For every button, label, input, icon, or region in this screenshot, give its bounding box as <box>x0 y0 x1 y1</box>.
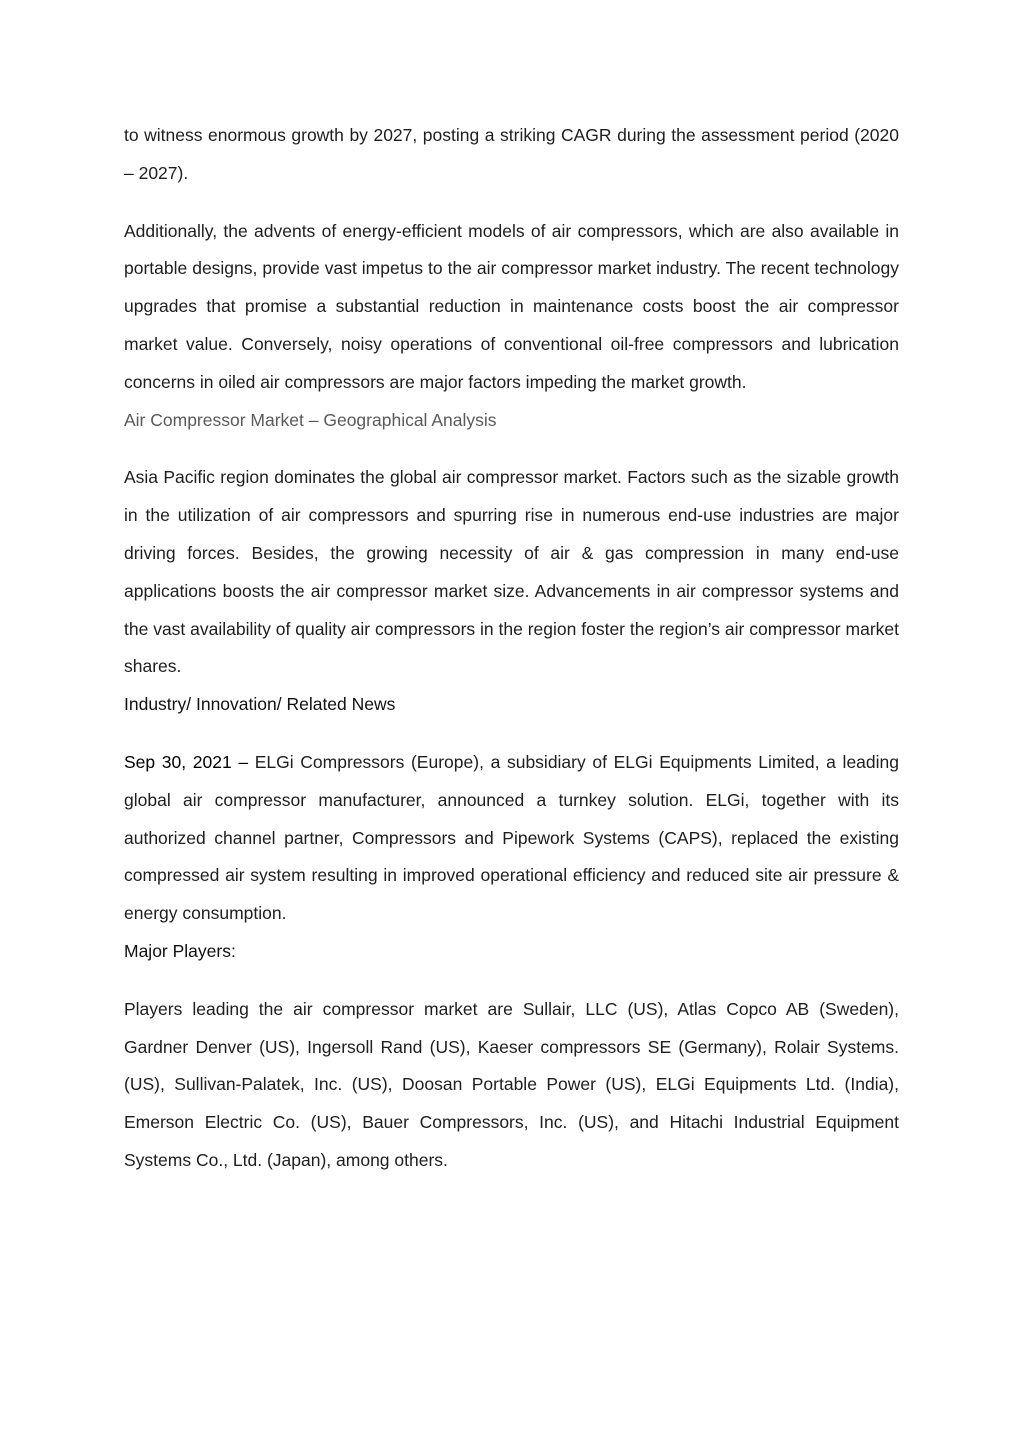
asia-pacific-paragraph: Asia Pacific region dominates the global air compressor market. Factors such as the sizable growth in the utilization of air compressors and spurring rise in numerous end-use industries are major driving forces. Besides, the growing necessity of air & gas compression in many end-use applications boosts the air compressor market size. Advancements in air compressor systems and the vast availability of quality air compressors in the region foster the region’s air compressor market shares. <box>124 467 899 677</box>
news-paragraph <box>124 744 899 933</box>
geographical-analysis-heading: Air Compressor Market – Geographical Analysis <box>124 409 497 430</box>
news-date: Sep 30, 2021 – <box>124 751 249 772</box>
additionally-paragraph: Additionally, the advents of energy-efficient models of air compressors, which are also available in portable designs, provide vast impetus to the air compressor market industry. The recent technology upgrades that promise a substantial reduction in maintenance costs boost the air compressor market value. Conversely, noisy operations of conventional oil-free compressors and lubrication concerns in oiled air compressors are major factors impeding the market growth. <box>124 220 899 392</box>
document-page <box>124 117 899 1180</box>
news-body: ELGi Compressors (Europe), a subsidiary of ELGi Equipments Limited, a leading global air compressor manufacturer, announced a turnkey solution. ELGi, together with its authorized channel partner, Compressors and Pipework Systems (CAPS), replaced the existing compressed air system resulting in improved operational efficiency and reduced site air pressure & energy consumption. <box>124 751 899 924</box>
major-players-heading: Major Players: <box>124 940 236 961</box>
players-paragraph: Players leading the air compressor market are Sullair, LLC (US), Atlas Copco AB (Sweden), Gardner Denver (US), Ingersoll Rand (US), Kaeser compressors SE (Germany), Rolair Systems. (US), Sullivan-Palatek, Inc. (US), Doosan Portable Power (US), ELGi Equipments Ltd. (India), Emerson Electric Co. (US), Bauer Compressors, Inc. (US), and Hitachi Industrial Equipment Systems Co., Ltd. (Japan), among others. <box>124 998 899 1170</box>
intro-paragraph: to witness enormous growth by 2027, posting a striking CAGR during the assessment period (2020 – 2027). <box>124 125 899 183</box>
related-news-heading: Industry/ Innovation/ Related News <box>124 694 396 715</box>
